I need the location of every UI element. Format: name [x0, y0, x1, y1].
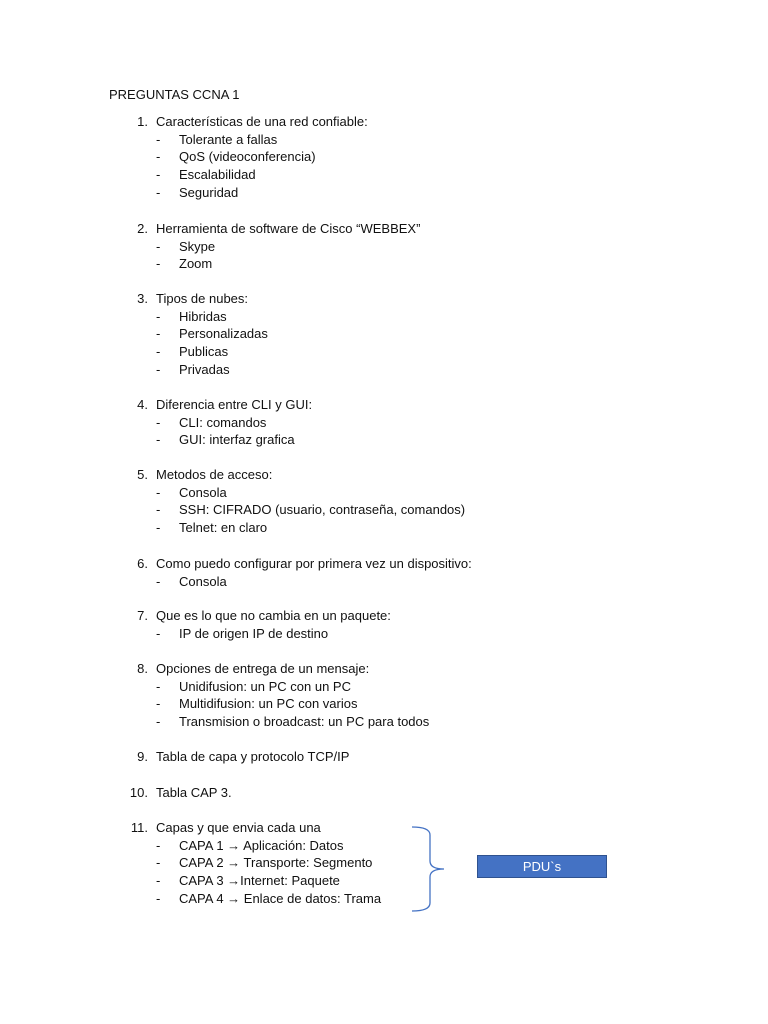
- bullet-dash: -: [156, 484, 161, 500]
- bullet-dash: -: [156, 837, 161, 853]
- bullet-dash: -: [156, 256, 161, 272]
- answer-text: Skype: [179, 238, 216, 254]
- answer-text: Hibridas: [179, 308, 227, 324]
- bullet-dash: -: [156, 167, 161, 183]
- bullet-dash: -: [156, 344, 161, 360]
- question-number: 6.: [137, 556, 148, 571]
- bullet-dash: -: [156, 502, 161, 518]
- answer-text: CLI: comandos: [179, 414, 267, 430]
- bullet-dash: -: [156, 238, 161, 254]
- question-text: Metodos de acceso:: [156, 467, 273, 482]
- question-number: 1.: [137, 114, 148, 129]
- answer-text: GUI: interfaz grafica: [179, 432, 295, 448]
- question-text: Herramienta de software de Cisco “WEBBEX”: [156, 221, 421, 236]
- bullet-dash: -: [156, 678, 161, 694]
- bullet-dash: -: [156, 714, 161, 730]
- question-text: Que es lo que no cambia en un paquete:: [156, 608, 391, 623]
- answer-text: Consola: [179, 484, 227, 500]
- answer-text: Seguridad: [179, 184, 239, 200]
- question-number: 3.: [137, 291, 148, 306]
- answer-text: Consola: [179, 573, 227, 589]
- bullet-dash: -: [156, 625, 161, 641]
- answer-text: Multidifusion: un PC con varios: [179, 696, 358, 712]
- answer-text: Publicas: [179, 344, 229, 360]
- bullet-dash: -: [156, 873, 161, 889]
- bullet-dash: -: [156, 573, 161, 589]
- pdu-label-box: PDU`s: [477, 855, 607, 878]
- answer-text: Personalizadas: [179, 326, 268, 342]
- answer-text: Escalabilidad: [179, 167, 256, 183]
- bullet-dash: -: [156, 361, 161, 377]
- answer-text: Zoom: [179, 256, 213, 272]
- question-text: Tabla CAP 3.: [156, 785, 232, 800]
- answer-text: Privadas: [179, 361, 230, 377]
- question-text: Opciones de entrega de un mensaje:: [156, 661, 370, 676]
- question-text: Diferencia entre CLI y GUI:: [156, 397, 313, 412]
- question-number: 10.: [129, 785, 148, 800]
- answer-text: IP de origen IP de destino: [179, 625, 329, 641]
- question-number: 7.: [137, 608, 148, 623]
- bullet-dash: -: [156, 855, 161, 871]
- bullet-dash: -: [156, 432, 161, 448]
- answer-text: Transmision o broadcast: un PC para todos: [179, 714, 430, 730]
- question-number: 11.: [130, 820, 148, 835]
- bullet-dash: -: [156, 890, 161, 906]
- question-number: 2.: [137, 221, 148, 236]
- bullet-dash: -: [156, 308, 161, 324]
- answer-text: Tolerante a fallas: [179, 131, 278, 147]
- question-number: 9.: [137, 749, 148, 764]
- answer-text: CAPA 1 → Aplicación: Datos: [179, 837, 344, 853]
- bullet-dash: -: [156, 131, 161, 147]
- answer-text: CAPA 3 →Internet: Paquete: [179, 873, 340, 889]
- document-title: PREGUNTAS CCNA 1: [109, 87, 240, 102]
- answer-text: Unidifusion: un PC con un PC: [179, 678, 351, 694]
- bullet-dash: -: [156, 414, 161, 430]
- question-text: Características de una red confiable:: [156, 114, 368, 129]
- answer-text: CAPA 2 → Transporte: Segmento: [179, 855, 373, 871]
- question-text: Tipos de nubes:: [156, 291, 249, 306]
- answer-text: QoS (videoconferencia): [179, 149, 316, 165]
- bullet-dash: -: [156, 326, 161, 342]
- question-number: 5.: [137, 467, 148, 482]
- bullet-dash: -: [156, 696, 161, 712]
- answer-text: CAPA 4 → Enlace de datos: Trama: [179, 890, 382, 906]
- bullet-dash: -: [156, 184, 161, 200]
- answer-text: Telnet: en claro: [179, 520, 268, 536]
- question-text: Tabla de capa y protocolo TCP/IP: [156, 749, 350, 764]
- answer-text: SSH: CIFRADO (usuario, contraseña, comandos): [179, 502, 466, 518]
- question-text: Como puedo configurar por primera vez un dispositivo:: [156, 556, 472, 571]
- bullet-dash: -: [156, 149, 161, 165]
- curly-brace-icon: [410, 825, 450, 913]
- question-text: Capas y que envia cada una: [156, 820, 321, 835]
- question-number: 8.: [137, 661, 148, 676]
- question-number: 4.: [137, 397, 148, 412]
- bullet-dash: -: [156, 520, 161, 536]
